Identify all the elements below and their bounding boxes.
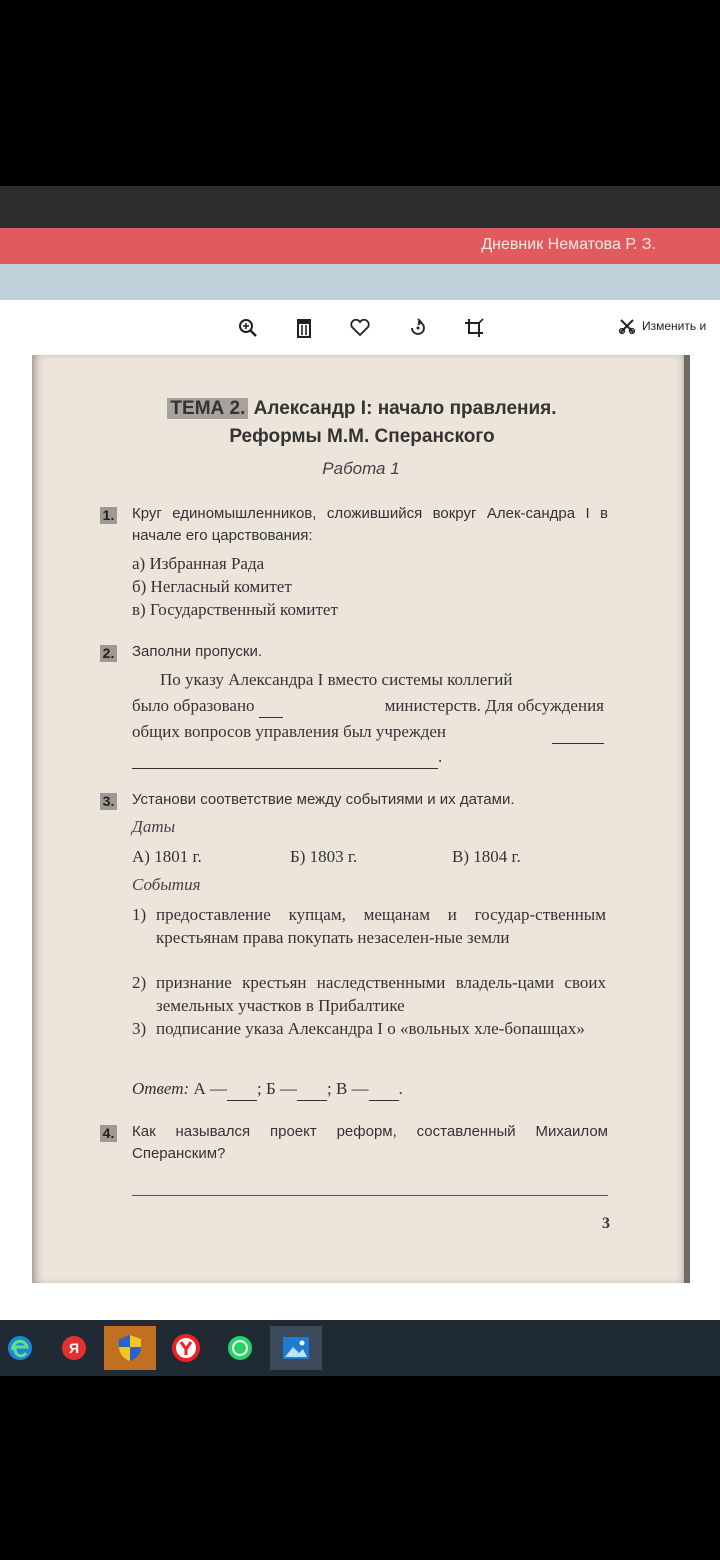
question-1-number: 1. <box>100 507 117 524</box>
rotate-icon[interactable] <box>404 314 432 342</box>
crop-icon[interactable] <box>460 314 488 342</box>
page-edge <box>684 355 690 1283</box>
page-number: 3 <box>602 1215 610 1232</box>
photos-app-icon[interactable] <box>270 1326 322 1370</box>
edit-button[interactable] <box>618 317 706 335</box>
question-1-option-b: б) Негласный комитет <box>132 577 292 596</box>
security-shield-icon[interactable] <box>104 1326 156 1370</box>
work-subtitle: Работа 1 <box>322 459 400 478</box>
event-1-number: 1) <box>132 905 147 924</box>
date-a: А) 1801 г. <box>132 847 202 866</box>
event-1 <box>132 903 606 949</box>
fill-line-2-start: было образовано <box>132 696 255 715</box>
fill-period: . <box>438 747 443 766</box>
question-4-text: Как назывался проект реформ, составленный Михаилом Сперанским? <box>132 1123 608 1162</box>
event-3 <box>132 1017 606 1040</box>
answer-b-blank[interactable] <box>297 1077 327 1101</box>
document-page <box>32 355 690 1283</box>
yandex-icon[interactable] <box>48 1326 100 1370</box>
trash-icon[interactable] <box>290 314 318 342</box>
date-b: Б) 1803 г. <box>290 847 358 866</box>
fill-line-2-end: министерств. Для обсуждения <box>384 696 604 715</box>
top-bar <box>0 186 720 228</box>
dates-label: Даты <box>132 817 176 836</box>
question-2-fill-line-4 <box>132 745 604 769</box>
question-2-number: 2. <box>100 645 117 662</box>
question-1-option-c: в) Государственный комитет <box>132 600 338 619</box>
heart-icon[interactable] <box>346 314 374 342</box>
answer-a-blank[interactable] <box>227 1077 257 1101</box>
event-2 <box>132 971 606 1017</box>
question-1-text: Круг единомышленников, сложившийся вокруг Алек-сандра I в начале его царствования: <box>132 505 608 544</box>
answer-end: . <box>398 1079 403 1098</box>
blank-council-name-1[interactable] <box>552 720 604 744</box>
event-2-number: 2) <box>132 973 147 992</box>
event-1-text: предоставление купцам, мещанам и государ-ственным крестьянам права покупать незаселен-ные земли <box>156 905 606 947</box>
answer-a-label: А — <box>193 1079 227 1098</box>
event-2-text: признание крестьян наследственными владель-цами своих земельных участков в Прибалтике <box>156 973 606 1015</box>
app-title: Дневник Нематова Р. З. <box>481 236 656 253</box>
tema-label: ТЕМА 2. <box>167 398 248 419</box>
svg-text:Я: Я <box>68 1340 80 1356</box>
header-strip <box>0 264 720 300</box>
answer-b-label: ; Б — <box>256 1079 297 1098</box>
question-3-number: 3. <box>100 793 117 810</box>
whatsapp-icon[interactable] <box>214 1326 266 1370</box>
question-3-text: Установи соответствие между событиями и их датами. <box>132 791 515 808</box>
fill-line-3-text: общих вопросов управления был учрежден <box>132 722 447 741</box>
event-3-number: 3) <box>132 1019 147 1038</box>
yandex-browser-icon[interactable] <box>160 1326 212 1370</box>
app-header <box>0 228 720 264</box>
title-line-2: Реформы М.М. Сперанского <box>229 426 495 447</box>
edit-button-label: Изменить и <box>642 319 707 333</box>
answer-c-label: ; В — <box>326 1079 369 1098</box>
page-title <box>132 395 592 451</box>
question-2-fill-line-3 <box>132 720 604 744</box>
blank-ministries-count[interactable] <box>259 694 283 718</box>
taskbar <box>0 1320 720 1376</box>
question-2-fill-line-1: По указу Александра I вместо системы коллегий <box>160 670 513 689</box>
question-4-number: 4. <box>100 1125 117 1142</box>
zoom-in-icon[interactable] <box>234 314 262 342</box>
question-4-answer-line[interactable] <box>132 1195 608 1196</box>
question-2-fill-line-2 <box>132 694 604 718</box>
viewer-toolbar <box>0 300 720 356</box>
edge-browser-icon[interactable] <box>0 1326 46 1370</box>
edit-tools-icon <box>618 317 636 335</box>
blank-council-name-2[interactable] <box>132 745 438 769</box>
question-1-option-a: а) Избранная Рада <box>132 554 265 573</box>
date-c: В) 1804 г. <box>452 847 521 866</box>
answer-row <box>132 1077 403 1101</box>
image-viewer <box>0 300 720 1320</box>
answer-label: Ответ: <box>132 1079 190 1098</box>
events-label: События <box>132 875 201 894</box>
question-2-text: Заполни пропуски. <box>132 643 262 660</box>
event-3-text: подписание указа Александра I о «вольных хле-бопашцах» <box>156 1019 585 1038</box>
title-line-1: Александр I: начало правления. <box>253 398 557 419</box>
answer-c-blank[interactable] <box>369 1077 399 1101</box>
